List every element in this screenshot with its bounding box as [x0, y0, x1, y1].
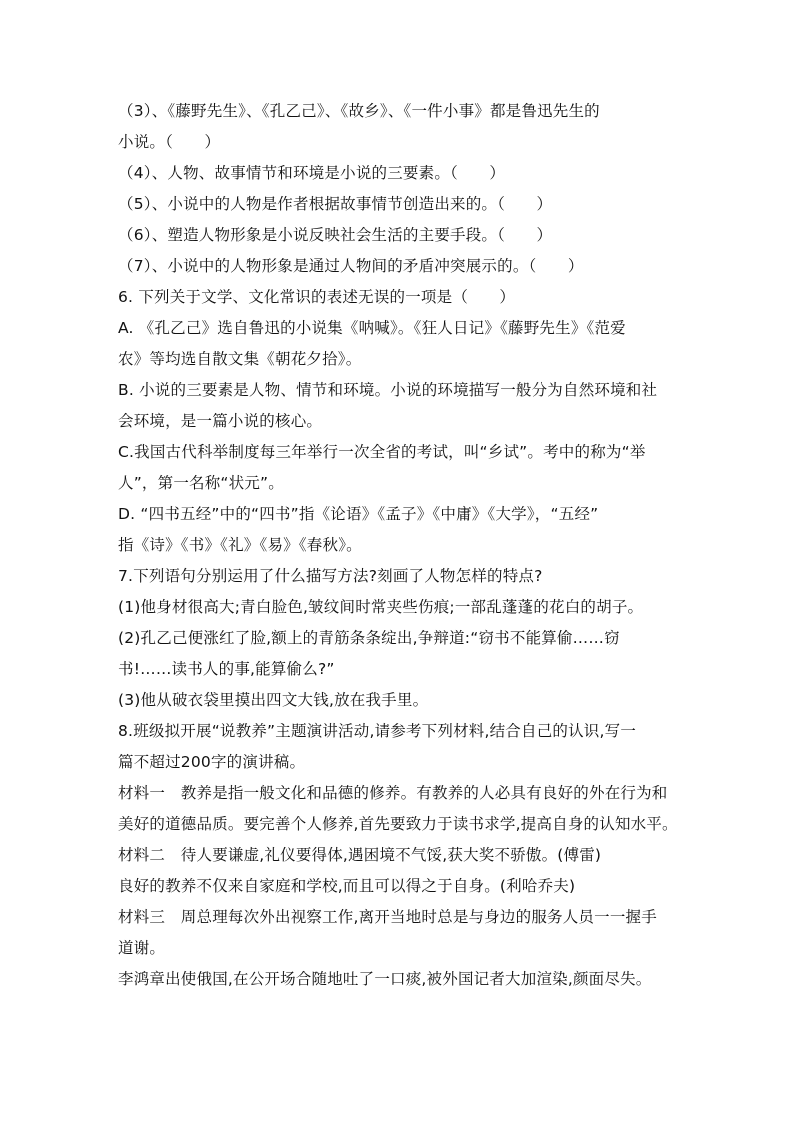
text-line: （7）、小说中的人物形象是通过人物间的矛盾冲突展示的。（ ）	[118, 257, 584, 275]
option-c: C.我国古代科举制度每三年举行一次全省的考试，叫“乡试”。考中的称为“举	[118, 443, 646, 461]
question-8: 8.班级拟开展“说教养”主题演讲活动,请参考下列材料,结合自己的认识,写一	[118, 722, 637, 740]
text-line: 指《诗》《书》《礼》《易》《春秋》。	[118, 536, 362, 554]
option-d: D. “四书五经”中的“四书”指《论语》《孟子》《中庸》《大学》，“五经”	[118, 505, 599, 523]
text-line: 书!……读书人的事,能算偷么?”	[118, 660, 335, 678]
text-line: （4）、人物、故事情节和环境是小说的三要素。（ ）	[118, 164, 506, 182]
text-line: 人”，第一名称“状元”。	[118, 474, 284, 492]
text-line: 李鸿章出使俄国,在公开场合随地吐了一口痰,被外国记者大加渲染,颜面尽失。	[118, 970, 652, 988]
option-a: A. 《孔乙己》选自鲁迅的小说集《呐喊》。《狂人日记》《藤野先生》《范爱	[118, 319, 626, 337]
text-line: (3)他从破衣袋里摸出四文大钱,放在我手里。	[118, 691, 429, 709]
text-line: 会环境，是一篇小说的核心。	[118, 412, 323, 430]
text-line: (1)他身材很高大;青白脸色,皱纹间时常夹些伤痕;一部乱蓬蓬的花白的胡子。	[118, 598, 644, 616]
question-7: 7.下列语句分别运用了什么描写方法?刻画了人物怎样的特点?	[118, 567, 543, 585]
option-b: B. 小说的三要素是人物、情节和环境。小说的环境描写一般分为自然环境和社	[118, 381, 658, 399]
text-line: 篇不超过200字的演讲稿。	[118, 753, 306, 771]
text-line: 道谢。	[118, 939, 166, 957]
material-2: 材料二 待人要谦虚,礼仪要得体,遇困境不气馁,获大奖不骄傲。(傅雷)	[118, 846, 602, 864]
text-line: （5）、小说中的人物是作者根据故事情节创造出来的。（ ）	[118, 195, 553, 213]
question-6: 6. 下列关于文学、文化常识的表述无误的一项是（ ）	[118, 288, 516, 306]
text-line: (2)孔乙己便涨红了脸,额上的青筋条条绽出,争辩道:“窃书不能算偷……窃	[118, 629, 620, 647]
material-1: 材料一 教养是指一般文化和品德的修养。有教养的人必具有良好的外在行为和	[118, 784, 668, 802]
text-line: 小说。（ ）	[118, 133, 221, 151]
text-line: 农》等均选自散文集《朝花夕拾》。	[118, 350, 362, 368]
text-line: 美好的道德品质。要完善个人修养,首先要致力于读书求学,提高自身的认知水平。	[118, 815, 678, 833]
text-line: （3）、《藤野先生》、《孔乙己》、《故乡》、《一件小事》都是鲁迅先生的	[118, 102, 600, 120]
text-line: （6）、塑造人物形象是小说反映社会生活的主要手段。（ ）	[118, 226, 553, 244]
text-line: 良好的教养不仅来自家庭和学校,而且可以得之于自身。(利哈乔夫)	[118, 877, 576, 895]
material-3: 材料三 周总理每次外出视察工作,离开当地时总是与身边的服务人员一一握手	[118, 908, 657, 926]
